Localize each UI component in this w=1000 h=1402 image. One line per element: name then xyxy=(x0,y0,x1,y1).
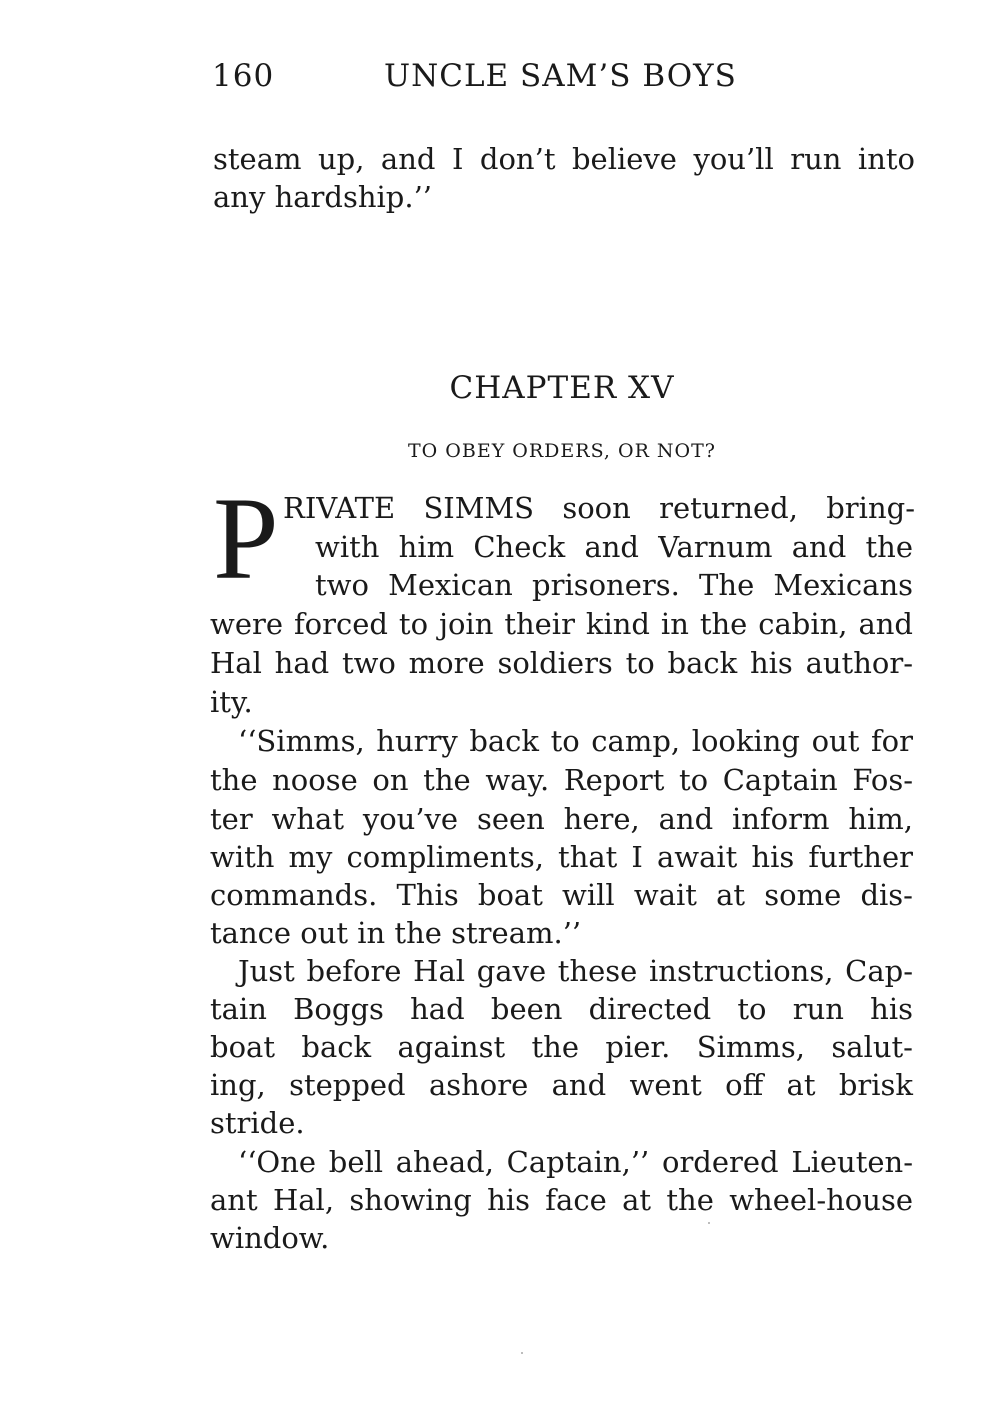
body-line: ant Hal, showing his face at the wheel-house xyxy=(210,1183,913,1217)
body-line: were forced to join their kind in the cabin, and xyxy=(210,607,913,641)
body-line: RIVATE SIMMS soon returned, bring- xyxy=(283,491,915,525)
chapter-subtitle: TO OBEY ORDERS, OR NOT? xyxy=(408,440,716,462)
body-line: ‘‘Simms, hurry back to camp, looking out for xyxy=(238,724,913,758)
page-number: 160 xyxy=(212,58,275,94)
body-line: with my compliments, that I await his further xyxy=(210,840,913,874)
scan-speck xyxy=(521,1352,523,1354)
body-line: stride. xyxy=(210,1106,305,1140)
body-line: ing, stepped ashore and went off at brisk xyxy=(210,1068,913,1102)
chapter-title: CHAPTER XV xyxy=(449,370,675,406)
body-line: ‘‘One bell ahead, Captain,’’ ordered Lieuten- xyxy=(238,1145,913,1179)
scan-speck xyxy=(708,1222,710,1224)
body-line: Hal had two more soldiers to back his author- xyxy=(210,646,913,680)
running-head xyxy=(212,58,752,98)
body-line: the noose on the way. Report to Captain Fos- xyxy=(210,763,913,797)
body-line: commands. This boat will wait at some dis- xyxy=(210,878,913,912)
body-line: window. xyxy=(210,1221,330,1255)
body-line: ity. xyxy=(210,685,253,719)
body-line: tain Boggs had been directed to run his xyxy=(210,992,913,1026)
body-line: tance out in the stream.’’ xyxy=(210,916,582,950)
drop-cap: P xyxy=(213,473,279,604)
body-line: Just before Hal gave these instructions, Cap- xyxy=(238,954,913,988)
body-line: with him Check and Varnum and the xyxy=(315,530,913,564)
body-line: two Mexican prisoners. The Mexicans xyxy=(315,568,913,602)
running-title: UNCLE SAM’S BOYS xyxy=(384,58,737,94)
body-line: ter what you’ve seen here, and inform him, xyxy=(210,802,913,836)
top-text-line: steam up, and I don’t believe you’ll run into xyxy=(213,142,915,176)
body-line: boat back against the pier. Simms, salut- xyxy=(210,1030,913,1064)
top-text-line: any hardship.’’ xyxy=(213,180,433,214)
